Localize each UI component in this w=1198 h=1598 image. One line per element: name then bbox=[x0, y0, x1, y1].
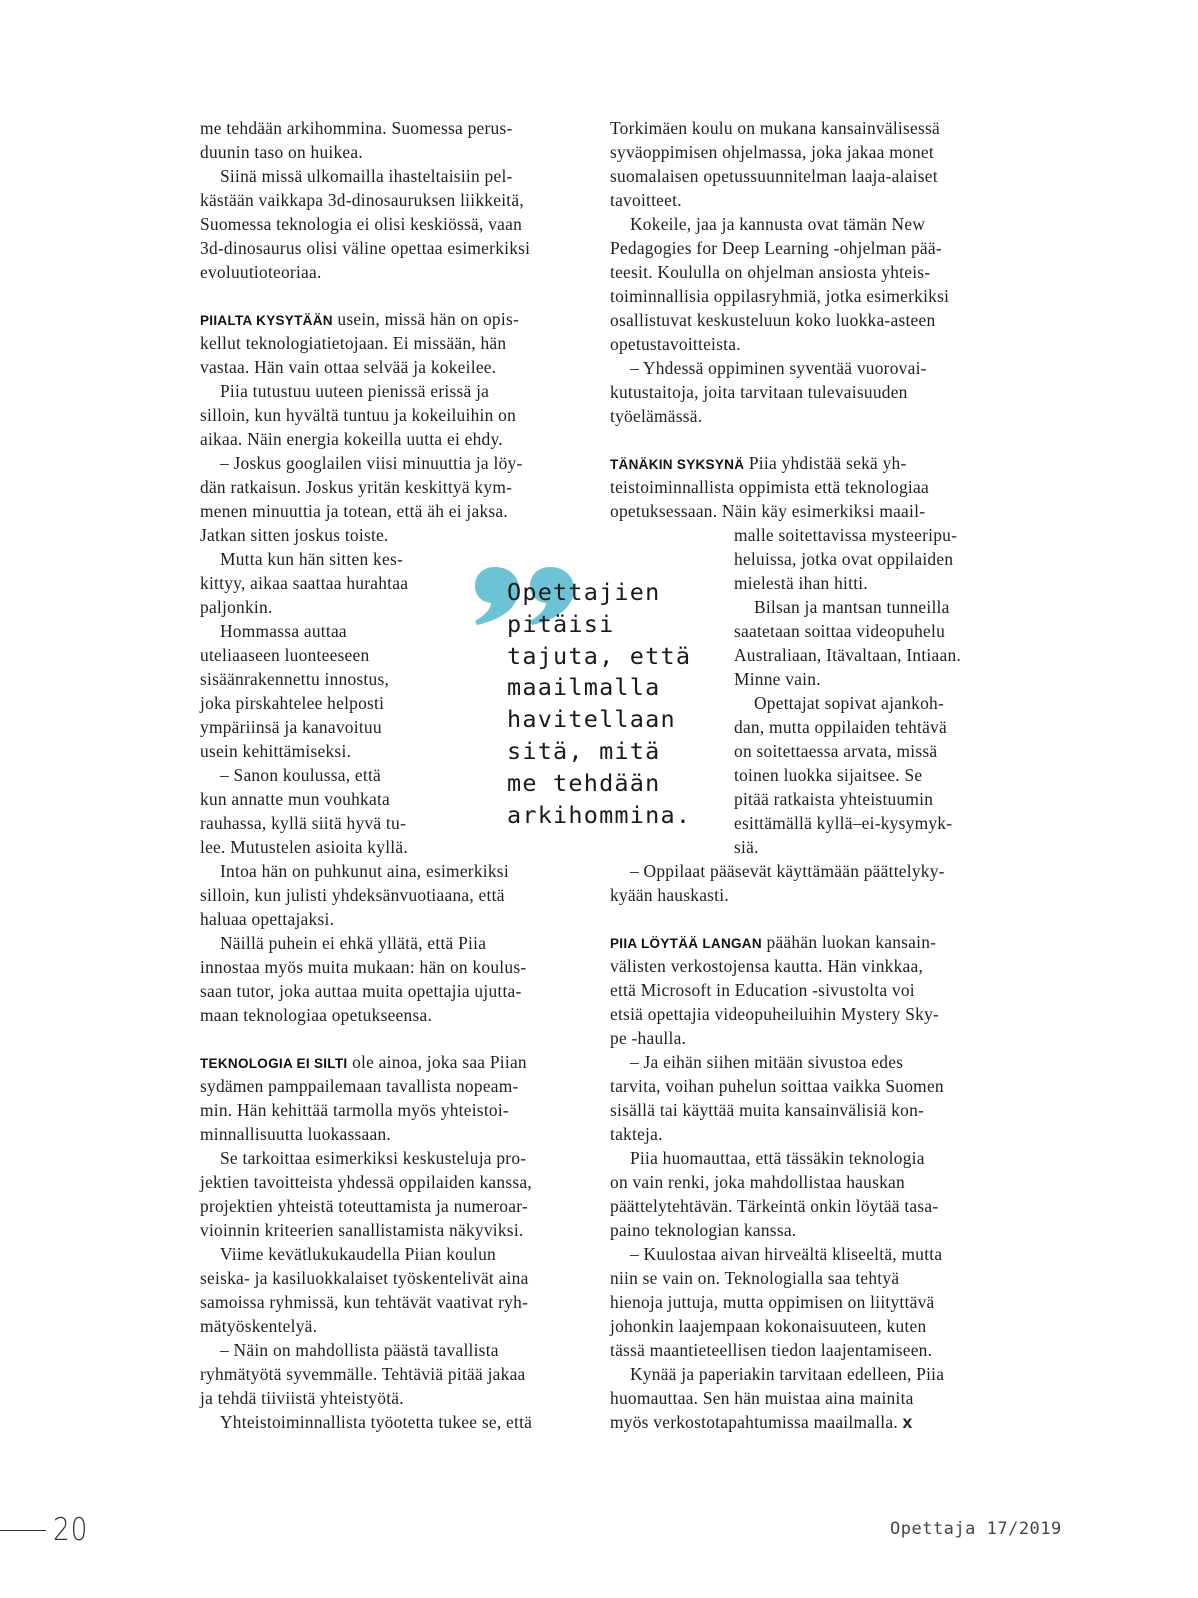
text-line-content: tarvita, voihan puhelun soittaa vaikka Suomen bbox=[610, 1076, 944, 1096]
text-line bbox=[200, 955, 526, 979]
text-line-content: – Joskus googlailen viisi minuuttia ja löy- bbox=[220, 453, 523, 473]
text-line bbox=[200, 883, 505, 907]
text-line-content: ryhmätyötä syvemmälle. Tehtäviä pitää jakaa bbox=[200, 1364, 526, 1384]
text-line-content: Jatkan sitten joskus toiste. bbox=[200, 525, 389, 545]
text-line bbox=[200, 140, 363, 164]
text-line-content: siä. bbox=[734, 837, 759, 857]
text-line-content: – Ja eihän siihen mitään sivustoa edes bbox=[630, 1052, 904, 1072]
text-line bbox=[200, 499, 508, 523]
text-line-content: on soitettaessa arvata, missä bbox=[734, 741, 938, 761]
text-line bbox=[200, 907, 334, 931]
text-line bbox=[610, 1122, 663, 1146]
text-line-content: evoluutioteoriaa. bbox=[200, 262, 322, 282]
text-line bbox=[610, 1410, 912, 1434]
text-line-content: rauhassa, kyllä siitä hyvä tu- bbox=[200, 813, 406, 833]
text-line-content: Näillä puhein ei ehkä yllätä, että Piia bbox=[220, 933, 487, 953]
text-line bbox=[200, 835, 408, 859]
text-line bbox=[200, 571, 408, 595]
text-line bbox=[630, 1242, 942, 1266]
text-line-content: huomauttaa. Sen hän muistaa aina mainita bbox=[610, 1388, 914, 1408]
footer-rule bbox=[0, 1530, 46, 1531]
text-line-content: Piia tutustuu uuteen pienissä erissä ja bbox=[220, 381, 490, 401]
text-line bbox=[200, 355, 496, 379]
text-line bbox=[200, 1122, 391, 1146]
text-line bbox=[220, 763, 381, 787]
text-line-content: Kynää ja paperiakin tarvitaan edelleen, Piia bbox=[630, 1364, 945, 1384]
text-line bbox=[200, 1170, 532, 1194]
text-line bbox=[754, 595, 950, 619]
text-line bbox=[610, 1170, 905, 1194]
text-line-content: – Näin on mahdollista päästä tavallista bbox=[220, 1340, 499, 1360]
text-line-content: innostaa myös muita mukaan: hän on koulus- bbox=[200, 957, 527, 977]
text-line bbox=[200, 236, 530, 260]
text-line bbox=[200, 595, 273, 619]
text-line-content: vastaa. Hän vain ottaa selvää ja kokeilee. bbox=[200, 357, 497, 377]
text-line-content: haluaa opettajaksi. bbox=[200, 909, 335, 929]
text-line bbox=[610, 188, 682, 212]
text-line-content: saan tutor, joka auttaa muita opettajia ujutta- bbox=[200, 981, 522, 1001]
text-line bbox=[200, 475, 512, 499]
text-line bbox=[200, 715, 382, 739]
text-line-content: kyään hauskasti. bbox=[610, 885, 729, 905]
text-line bbox=[200, 1218, 524, 1242]
text-line bbox=[610, 1290, 934, 1314]
pull-quote-line: havitellaan bbox=[507, 705, 676, 734]
text-line-content: saatetaan soittaa videopuhelu bbox=[734, 621, 946, 641]
text-line-content: teesit. Koululla on ohjelman ansiosta yhteis- bbox=[610, 262, 931, 282]
text-line bbox=[734, 547, 953, 571]
text-line-content: sydämen pamppailemaan tavallista nopeam- bbox=[200, 1076, 519, 1096]
text-line-content: me tehdään arkihommina. Suomessa perus- bbox=[200, 118, 513, 138]
text-line-content: projektien yhteistä toteuttamista ja numeroar- bbox=[200, 1196, 528, 1216]
text-line bbox=[630, 1146, 925, 1170]
text-line-content: lee. Mutustelen asioita kyllä. bbox=[200, 837, 408, 857]
text-line-content: on vain renki, joka mahdollistaa hauskan bbox=[610, 1172, 905, 1192]
text-line-content: heluissa, jotka ovat oppilaiden bbox=[734, 549, 954, 569]
text-line-content: tässä maantieteellisen tiedon laajentamiseen. bbox=[610, 1340, 933, 1360]
text-line-content: usein, missä hän on opis- bbox=[337, 309, 520, 329]
text-line-content: duunin taso on huikea. bbox=[200, 142, 363, 162]
text-line-content: syväoppimisen ohjelmassa, joka jakaa monet bbox=[610, 142, 934, 162]
text-line-content: hienoja juttuja, mutta oppimisen on liityttävä bbox=[610, 1292, 935, 1312]
text-line bbox=[630, 1050, 903, 1074]
text-line bbox=[200, 1194, 528, 1218]
text-line-content: kellut teknologiatietojaan. Ei missään, hän bbox=[200, 333, 507, 353]
text-line bbox=[610, 883, 729, 907]
text-line bbox=[610, 332, 741, 356]
text-line-content: Piia huomauttaa, että tässäkin teknologia bbox=[630, 1148, 925, 1168]
text-line-content: välisten verkostojensa kautta. Hän vinkkaa, bbox=[610, 956, 924, 976]
text-line-content: Mutta kun hän sitten kes- bbox=[220, 549, 404, 569]
text-line bbox=[200, 691, 384, 715]
text-line bbox=[734, 811, 952, 835]
text-line bbox=[610, 978, 915, 1002]
text-line bbox=[200, 331, 506, 355]
text-line-content: kun annatte mun vouhkata bbox=[200, 789, 391, 809]
text-line bbox=[220, 931, 486, 955]
text-line bbox=[220, 451, 523, 475]
text-line-content: minnallisuutta luokassaan. bbox=[200, 1124, 392, 1144]
text-line bbox=[610, 140, 934, 164]
text-line-content: sisällä tai käyttää muita kansainvälisiä kon- bbox=[610, 1100, 925, 1120]
text-line bbox=[630, 1362, 944, 1386]
text-line bbox=[610, 499, 925, 523]
text-line-content: maan teknologiaa opetukseensa. bbox=[200, 1005, 433, 1025]
text-line-content: toiminnallisia oppilasryhmiä, jotka esimerkiksi bbox=[610, 286, 950, 306]
text-line bbox=[220, 379, 489, 403]
text-line bbox=[754, 691, 944, 715]
text-line-content: Australiaan, Itävaltaan, Intiaan. bbox=[734, 645, 961, 665]
text-line-content: kutustaitoja, joita tarvitaan tulevaisuuden bbox=[610, 382, 908, 402]
text-line-content: toinen luokka sijaitsee. Se bbox=[734, 765, 923, 785]
text-line bbox=[220, 1410, 532, 1434]
text-line-content: että Microsoft in Education -sivustolta voi bbox=[610, 980, 915, 1000]
text-line bbox=[200, 1386, 404, 1410]
text-line bbox=[610, 1386, 914, 1410]
pull-quote-line: pitäisi bbox=[507, 609, 615, 638]
text-line-content: – Kuulostaa aivan hirveältä kliseeltä, mutta bbox=[630, 1244, 943, 1264]
text-line bbox=[200, 1290, 528, 1314]
text-line bbox=[200, 307, 519, 331]
text-line-content: työelämässä. bbox=[610, 406, 703, 426]
section-lead-in: PIIA LÖYTÄÄ LANGAN bbox=[610, 936, 762, 951]
text-line bbox=[220, 859, 509, 883]
text-line-content: opetuksessaan. Näin käy esimerkiksi maail- bbox=[610, 501, 926, 521]
text-line bbox=[200, 1074, 519, 1098]
text-line-content: pitää ratkaista yhteistuumin bbox=[734, 789, 934, 809]
text-line-content: Siinä missä ulkomailla ihasteltaisiin pel- bbox=[220, 166, 513, 186]
text-line-content: min. Hän kehittää tarmolla myös yhteistoi- bbox=[200, 1100, 509, 1120]
text-line-content: dan, mutta oppilaiden tehtävä bbox=[734, 717, 947, 737]
text-line bbox=[200, 643, 369, 667]
text-line bbox=[610, 451, 907, 475]
end-mark: x bbox=[902, 1412, 913, 1432]
text-line-content: johonkin laajempaan kokonaisuuteen, kuten bbox=[610, 1316, 927, 1336]
text-line-content: – Oppilaat pääsevät käyttämään päättelyky- bbox=[630, 861, 945, 881]
text-line bbox=[200, 667, 389, 691]
text-line-content: esittämällä kyllä–ei-kysymyk- bbox=[734, 813, 953, 833]
magazine-issue: Opettaja 17/2019 bbox=[890, 1519, 1062, 1539]
text-line bbox=[610, 1314, 926, 1338]
text-line bbox=[630, 356, 927, 380]
text-line-content: osallistuvat keskusteluun koko luokka-asteen bbox=[610, 310, 936, 330]
text-line-content: – Sanon koulussa, että bbox=[220, 765, 382, 785]
text-line bbox=[200, 1003, 432, 1027]
text-line-content: paljonkin. bbox=[200, 597, 273, 617]
text-line-content: dän ratkaisun. Joskus yritän keskittyä kym- bbox=[200, 477, 513, 497]
text-line bbox=[734, 715, 947, 739]
text-line bbox=[200, 739, 351, 763]
text-line-content: etsiä opettajia videopuheiluihin Mystery Sky- bbox=[610, 1004, 940, 1024]
text-line bbox=[220, 1146, 526, 1170]
text-line bbox=[610, 1002, 939, 1026]
text-line-content: teistoiminnallista oppimista että teknologiaa bbox=[610, 477, 929, 497]
text-line bbox=[610, 404, 702, 428]
text-line bbox=[200, 811, 406, 835]
text-line-content: takteja. bbox=[610, 1124, 663, 1144]
text-line bbox=[630, 859, 945, 883]
text-line bbox=[610, 1194, 938, 1218]
text-line bbox=[200, 1314, 317, 1338]
text-line bbox=[200, 1050, 527, 1074]
text-line bbox=[734, 523, 957, 547]
text-line bbox=[610, 1338, 932, 1362]
text-line bbox=[734, 787, 933, 811]
text-line-content: myös verkostotapahtumissa maailmalla. bbox=[610, 1412, 898, 1432]
text-line bbox=[200, 260, 322, 284]
text-line-content: seiska- ja kasiluokkalaiset työskentelivät aina bbox=[200, 1268, 529, 1288]
text-line bbox=[610, 475, 929, 499]
pull-quote-line: Opettajien bbox=[507, 578, 661, 606]
text-line-content: päättelytehtävän. Tärkeintä onkin löytää tasa- bbox=[610, 1196, 939, 1216]
pull-quote-line: me tehdään bbox=[507, 768, 661, 797]
text-line-content: Piia yhdistää sekä yh- bbox=[748, 453, 907, 473]
text-line bbox=[610, 954, 923, 978]
text-line-content: Se tarkoittaa esimerkiksi keskusteluja pro- bbox=[220, 1148, 527, 1168]
text-line bbox=[200, 523, 389, 547]
text-line bbox=[734, 739, 937, 763]
text-line-content: joka pirskahtelee helposti bbox=[200, 693, 385, 713]
text-line-content: aikaa. Näin energia kokeilla uutta ei ehdy. bbox=[200, 429, 503, 449]
text-line-content: tavoitteet. bbox=[610, 190, 682, 210]
text-line-content: malle soitettavissa mysteeripu- bbox=[734, 525, 958, 545]
text-line-content: Opettajat sopivat ajankoh- bbox=[754, 693, 945, 713]
pull-quote-line: tajuta, että bbox=[507, 641, 692, 670]
text-line bbox=[734, 835, 759, 859]
text-line bbox=[220, 1338, 499, 1362]
section-lead-in: PIIALTA KYSYTÄÄN bbox=[200, 313, 333, 328]
text-line-content: paino teknologian kanssa. bbox=[610, 1220, 797, 1240]
text-line-content: Torkimäen koulu on mukana kansainvälisessä bbox=[610, 118, 940, 138]
text-line bbox=[200, 1362, 526, 1386]
text-line-content: ole ainoa, joka saa Piian bbox=[352, 1052, 527, 1072]
page-number: 20 bbox=[53, 1512, 89, 1548]
text-line bbox=[220, 619, 347, 643]
text-line bbox=[610, 930, 936, 954]
text-line-content: Kokeile, jaa ja kannusta ovat tämän New bbox=[630, 214, 926, 234]
text-line bbox=[200, 787, 390, 811]
text-line bbox=[610, 308, 935, 332]
text-line-content: silloin, kun hyvältä tuntuu ja kokeiluihin on bbox=[200, 405, 517, 425]
text-line bbox=[610, 1218, 796, 1242]
text-line bbox=[220, 1242, 496, 1266]
section-lead-in: TÄNÄKIN SYKSYNÄ bbox=[610, 457, 745, 472]
text-line-content: 3d-dinosaurus olisi väline opettaa esimerkiksi bbox=[200, 238, 531, 258]
text-line bbox=[610, 116, 940, 140]
text-line-content: suomalaisen opetussuunnitelman laaja-alaiset bbox=[610, 166, 938, 186]
text-line-content: Minne vain. bbox=[734, 669, 821, 689]
text-line-content: Bilsan ja mantsan tunneilla bbox=[754, 597, 950, 617]
pull-quote-line: maailmalla bbox=[507, 673, 661, 702]
text-line bbox=[200, 188, 524, 212]
pull-quote bbox=[507, 577, 691, 831]
text-line-content: usein kehittämiseksi. bbox=[200, 741, 352, 761]
text-line-content: ja tehdä tiiviistä yhteistyötä. bbox=[200, 1388, 404, 1408]
text-line bbox=[200, 427, 503, 451]
text-line bbox=[610, 1026, 686, 1050]
text-line bbox=[610, 1098, 924, 1122]
text-line-content: kittyy, aikaa saattaa hurahtaa bbox=[200, 573, 409, 593]
text-line bbox=[610, 1074, 944, 1098]
text-line-content: vioinnin kriteerien sanallistamista näkyviksi. bbox=[200, 1220, 524, 1240]
text-line bbox=[200, 979, 522, 1003]
text-line bbox=[610, 164, 938, 188]
text-line bbox=[200, 116, 513, 140]
text-line-content: silloin, kun julisti yhdeksänvuotiaana, että bbox=[200, 885, 505, 905]
pull-quote-line: sitä, mitä bbox=[507, 736, 661, 765]
text-line-content: Yhteistoiminnallista työotetta tukee se, että bbox=[220, 1412, 533, 1432]
text-line-content: jektien tavoitteista yhdessä oppilaiden kanssa, bbox=[200, 1172, 532, 1192]
text-line bbox=[734, 667, 821, 691]
text-line bbox=[200, 1266, 529, 1290]
text-line bbox=[200, 403, 516, 427]
text-line-content: opetustavoitteista. bbox=[610, 334, 741, 354]
text-line bbox=[200, 1098, 509, 1122]
text-line bbox=[734, 763, 922, 787]
text-line bbox=[610, 284, 949, 308]
text-line-content: Suomessa teknologia ei olisi keskiössä, vaan bbox=[200, 214, 523, 234]
text-line bbox=[610, 1266, 899, 1290]
text-line-content: uteliaaseen luonteeseen bbox=[200, 645, 370, 665]
text-line-content: niin se vain on. Teknologialla saa tehtyä bbox=[610, 1268, 900, 1288]
text-line bbox=[610, 260, 930, 284]
pull-quote-line: arkihommina. bbox=[507, 800, 692, 829]
text-line bbox=[200, 212, 522, 236]
text-line bbox=[610, 236, 942, 260]
section-lead-in: TEKNOLOGIA EI SILTI bbox=[200, 1056, 348, 1071]
text-line-content: päähän luokan kansain- bbox=[766, 932, 937, 952]
text-line bbox=[610, 380, 908, 404]
text-line-content: sisäänrakennettu innostus, bbox=[200, 669, 390, 689]
text-line-content: ympäriinsä ja kanavoituu bbox=[200, 717, 382, 737]
text-line bbox=[220, 547, 403, 571]
text-line-content: pe -haulla. bbox=[610, 1028, 687, 1048]
text-line-content: Viime kevätlukukaudella Piian koulun bbox=[220, 1244, 497, 1264]
text-line-content: Hommassa auttaa bbox=[220, 621, 347, 641]
text-line bbox=[734, 619, 945, 643]
text-line-content: mätyöskentelyä. bbox=[200, 1316, 318, 1336]
text-line-content: kästään vaikkapa 3d-dinosauruksen liikkeitä, bbox=[200, 190, 524, 210]
text-line-content: Intoa hän on puhkunut aina, esimerkiksi bbox=[220, 861, 509, 881]
text-line bbox=[734, 643, 961, 667]
text-line bbox=[734, 571, 868, 595]
text-line-content: menen minuuttia ja totean, että äh ei jaksa. bbox=[200, 501, 508, 521]
text-line-content: – Yhdessä oppiminen syventää vuorovai- bbox=[630, 358, 927, 378]
text-line bbox=[630, 212, 925, 236]
text-line-content: mielestä ihan hitti. bbox=[734, 573, 868, 593]
text-line bbox=[220, 164, 513, 188]
text-line-content: samoissa ryhmissä, kun tehtävät vaativat ryh- bbox=[200, 1292, 529, 1312]
text-line-content: Pedagogies for Deep Learning -ohjelman pää- bbox=[610, 238, 942, 258]
